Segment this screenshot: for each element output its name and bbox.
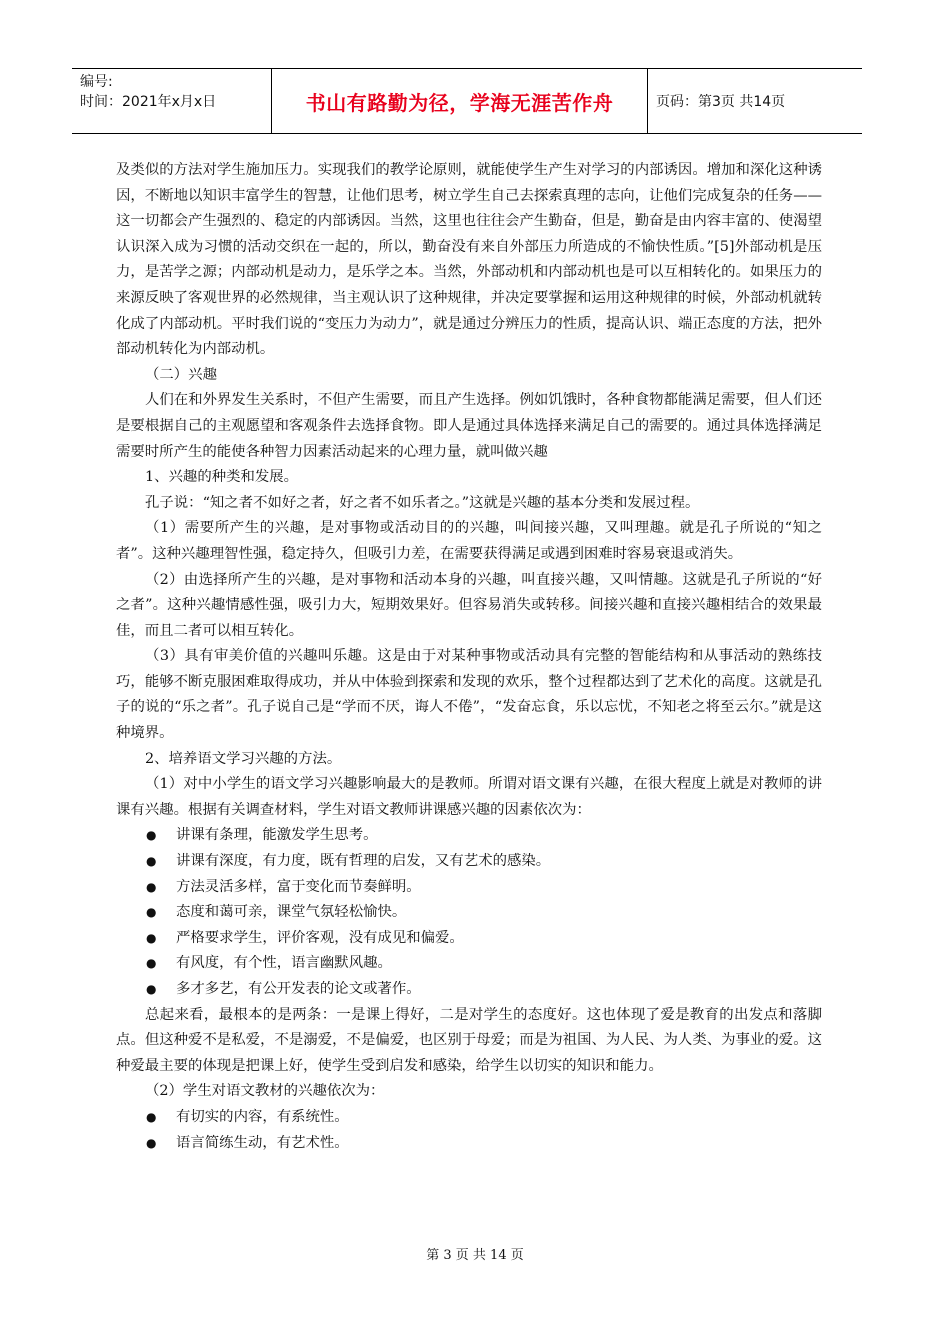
- list-item: [116, 977, 822, 1003]
- list-item-text: 讲课有深度，有力度，既有哲理的启发，又有艺术的感染。: [176, 853, 551, 870]
- page-footer: 第 3 页 共 14 页: [426, 1248, 524, 1263]
- number-label: 编号:: [80, 74, 113, 90]
- subsection-heading: 1、兴趣的种类和发展。: [145, 469, 299, 486]
- bullet-icon: ●: [146, 828, 157, 843]
- paragraph: 孔子说：“知之者不如好之者，好之者不如乐者之。”这就是兴趣的基本分类和发展过程。: [145, 494, 700, 511]
- list-item-text: 讲课有条理，能激发学生思考。: [176, 827, 378, 844]
- paragraph: 总起来看，最根本的是两条：一是课上得好，二是对学生的态度好。这也体现了爱是教育的出发点和落脚点。但这种爱不是私爱，不是溺爱，不是偏爱，也区别于母爱；而是为祖国、为人民、为人类、为事业的爱。这种爱最主要的体现是把课上好，使学生受到启发和感染，给学生以切实的知识和能力。: [116, 1006, 822, 1074]
- list-item-text: 有切实的内容，有系统性。: [176, 1108, 349, 1125]
- page-label: 页码：第3页 共14页: [656, 94, 786, 110]
- bullet-icon: ●: [146, 982, 157, 996]
- teacher-factor-list: [116, 823, 822, 1002]
- list-item-text: 态度和蔼可亲，课堂气氛轻松愉快。: [176, 904, 407, 921]
- list-item: [116, 1105, 822, 1131]
- list-item-text: 有风度，有个性，语言幽默风趣。: [176, 955, 392, 972]
- list-item-text: 严格要求学生，评价客观，没有成见和偏爱。: [176, 929, 464, 946]
- bullet-icon: ●: [146, 854, 157, 869]
- paragraph: （2）学生对语文教材的兴趣依次为：: [145, 1083, 385, 1100]
- paragraph: （2）由选择所产生的兴趣，是对事物和活动本身的兴趣，叫直接兴趣，又叫情趣。这就是孔子所说的“好之者”。这种兴趣情感性强，吸引力大，短期效果好。但容易消失或转移。间接兴趣和直接兴趣相结合的效果最佳，而且二者可以相互转化。: [116, 571, 822, 639]
- list-item: [116, 1131, 822, 1157]
- list-item: [116, 823, 822, 849]
- bullet-icon: ●: [146, 879, 157, 894]
- paragraph: 及类似的方法对学生施加压力。实现我们的教学论原则，就能使学生产生对学习的内部诱因。增加和深化这种诱因，不断地以知识丰富学生的智慧，让他们思考，树立学生自己去探索真理的志向，让他们完成复杂的任务——这一切都会产生强烈的、稳定的内部诱因。当然，这里也往往会产生勤奋，但是，勤奋是由内容丰富的、使渴望认识深入成为习惯的活动交织在一起的，所以，勤奋没有来自外部压力所造成的不愉快性质。”[5]外部动机是压力，是苦学之源；内部动机是动力，是乐学之本。当然，外部动机和内部动机也是可以互相转化的。如果压力的来源反映了客观世界的必然规律，当主观认识了这种规律，并决定要掌握和运用这种规律的时候，外部动机就转化成了内部动机。平时我们说的“变压力为动力”，就是通过分辨压力的性质，提高认识、端正态度的方法，把外部动机转化为内部动机。: [116, 162, 822, 358]
- list-item: [116, 875, 822, 901]
- bullet-icon: ●: [146, 1135, 157, 1150]
- subsection-heading: 2、培养语文学习兴趣的方法。: [145, 750, 342, 767]
- list-item-text: 多才多艺，有公开发表的论文或著作。: [176, 981, 421, 997]
- time-label: 时间：2021年x月x日: [80, 94, 217, 110]
- paragraph: （1）对中小学生的语文学习兴趣影响最大的是教师。所谓对语文课有兴趣，在很大程度上就是对教师的讲课有兴趣。根据有关调查材料，学生对语文教师讲课感兴趣的因素依次为：: [116, 776, 822, 818]
- bullet-icon: ●: [146, 1109, 157, 1124]
- paragraph: （1）需要所产生的兴趣，是对事物或活动目的的兴趣，叫间接兴趣，又叫理趣。就是孔子所说的“知之者”。这种兴趣理智性强，稳定持久，但吸引力差，在需要获得满足或遇到困难时容易衰退或消失。: [116, 520, 822, 562]
- list-item: [116, 926, 822, 952]
- bullet-icon: ●: [146, 930, 157, 945]
- motto-text: 书山有路勤为径，学海无涯苦作舟: [305, 90, 614, 115]
- header-page-cell: [648, 69, 862, 133]
- list-item: [116, 951, 822, 977]
- paragraph: （3）具有审美价值的兴趣叫乐趣。这是由于对某种事物或活动具有完整的智能结构和从事活动的熟练技巧，能够不断克服困难取得成功，并从中体验到探索和发现的欢乐，整个过程都达到了艺术化的高度。这就是孔子的说的“乐之者”。孔子说自己是“学而不厌，诲人不倦”，“发奋忘食，乐以忘忧，不知老之将至云尔。”就是这种境界。: [116, 648, 822, 742]
- section-heading: （二）兴趣: [145, 366, 217, 383]
- document-body: [116, 158, 822, 1156]
- list-item: [116, 900, 822, 926]
- bullet-icon: ●: [146, 956, 157, 971]
- header-motto-cell: [272, 69, 648, 133]
- page-header: [72, 68, 862, 134]
- textbook-factor-list: [116, 1105, 822, 1156]
- paragraph: 人们在和外界发生关系时，不但产生需要，而且产生选择。例如饥饿时，各种食物都能满足需要，但人们还是要根据自己的主观愿望和客观条件去选择食物。即人是通过具体选择来满足自己的需要的。通过具体选择满足需要时所产生的能使各种智力因素活动起来的心理力量，就叫做兴趣: [116, 392, 822, 460]
- bullet-icon: ●: [146, 905, 157, 920]
- list-item-text: 语言简练生动，有艺术性。: [176, 1134, 349, 1151]
- header-left-cell: [72, 69, 272, 133]
- list-item-text: 方法灵活多样，富于变化而节奏鲜明。: [176, 878, 421, 895]
- list-item: [116, 849, 822, 875]
